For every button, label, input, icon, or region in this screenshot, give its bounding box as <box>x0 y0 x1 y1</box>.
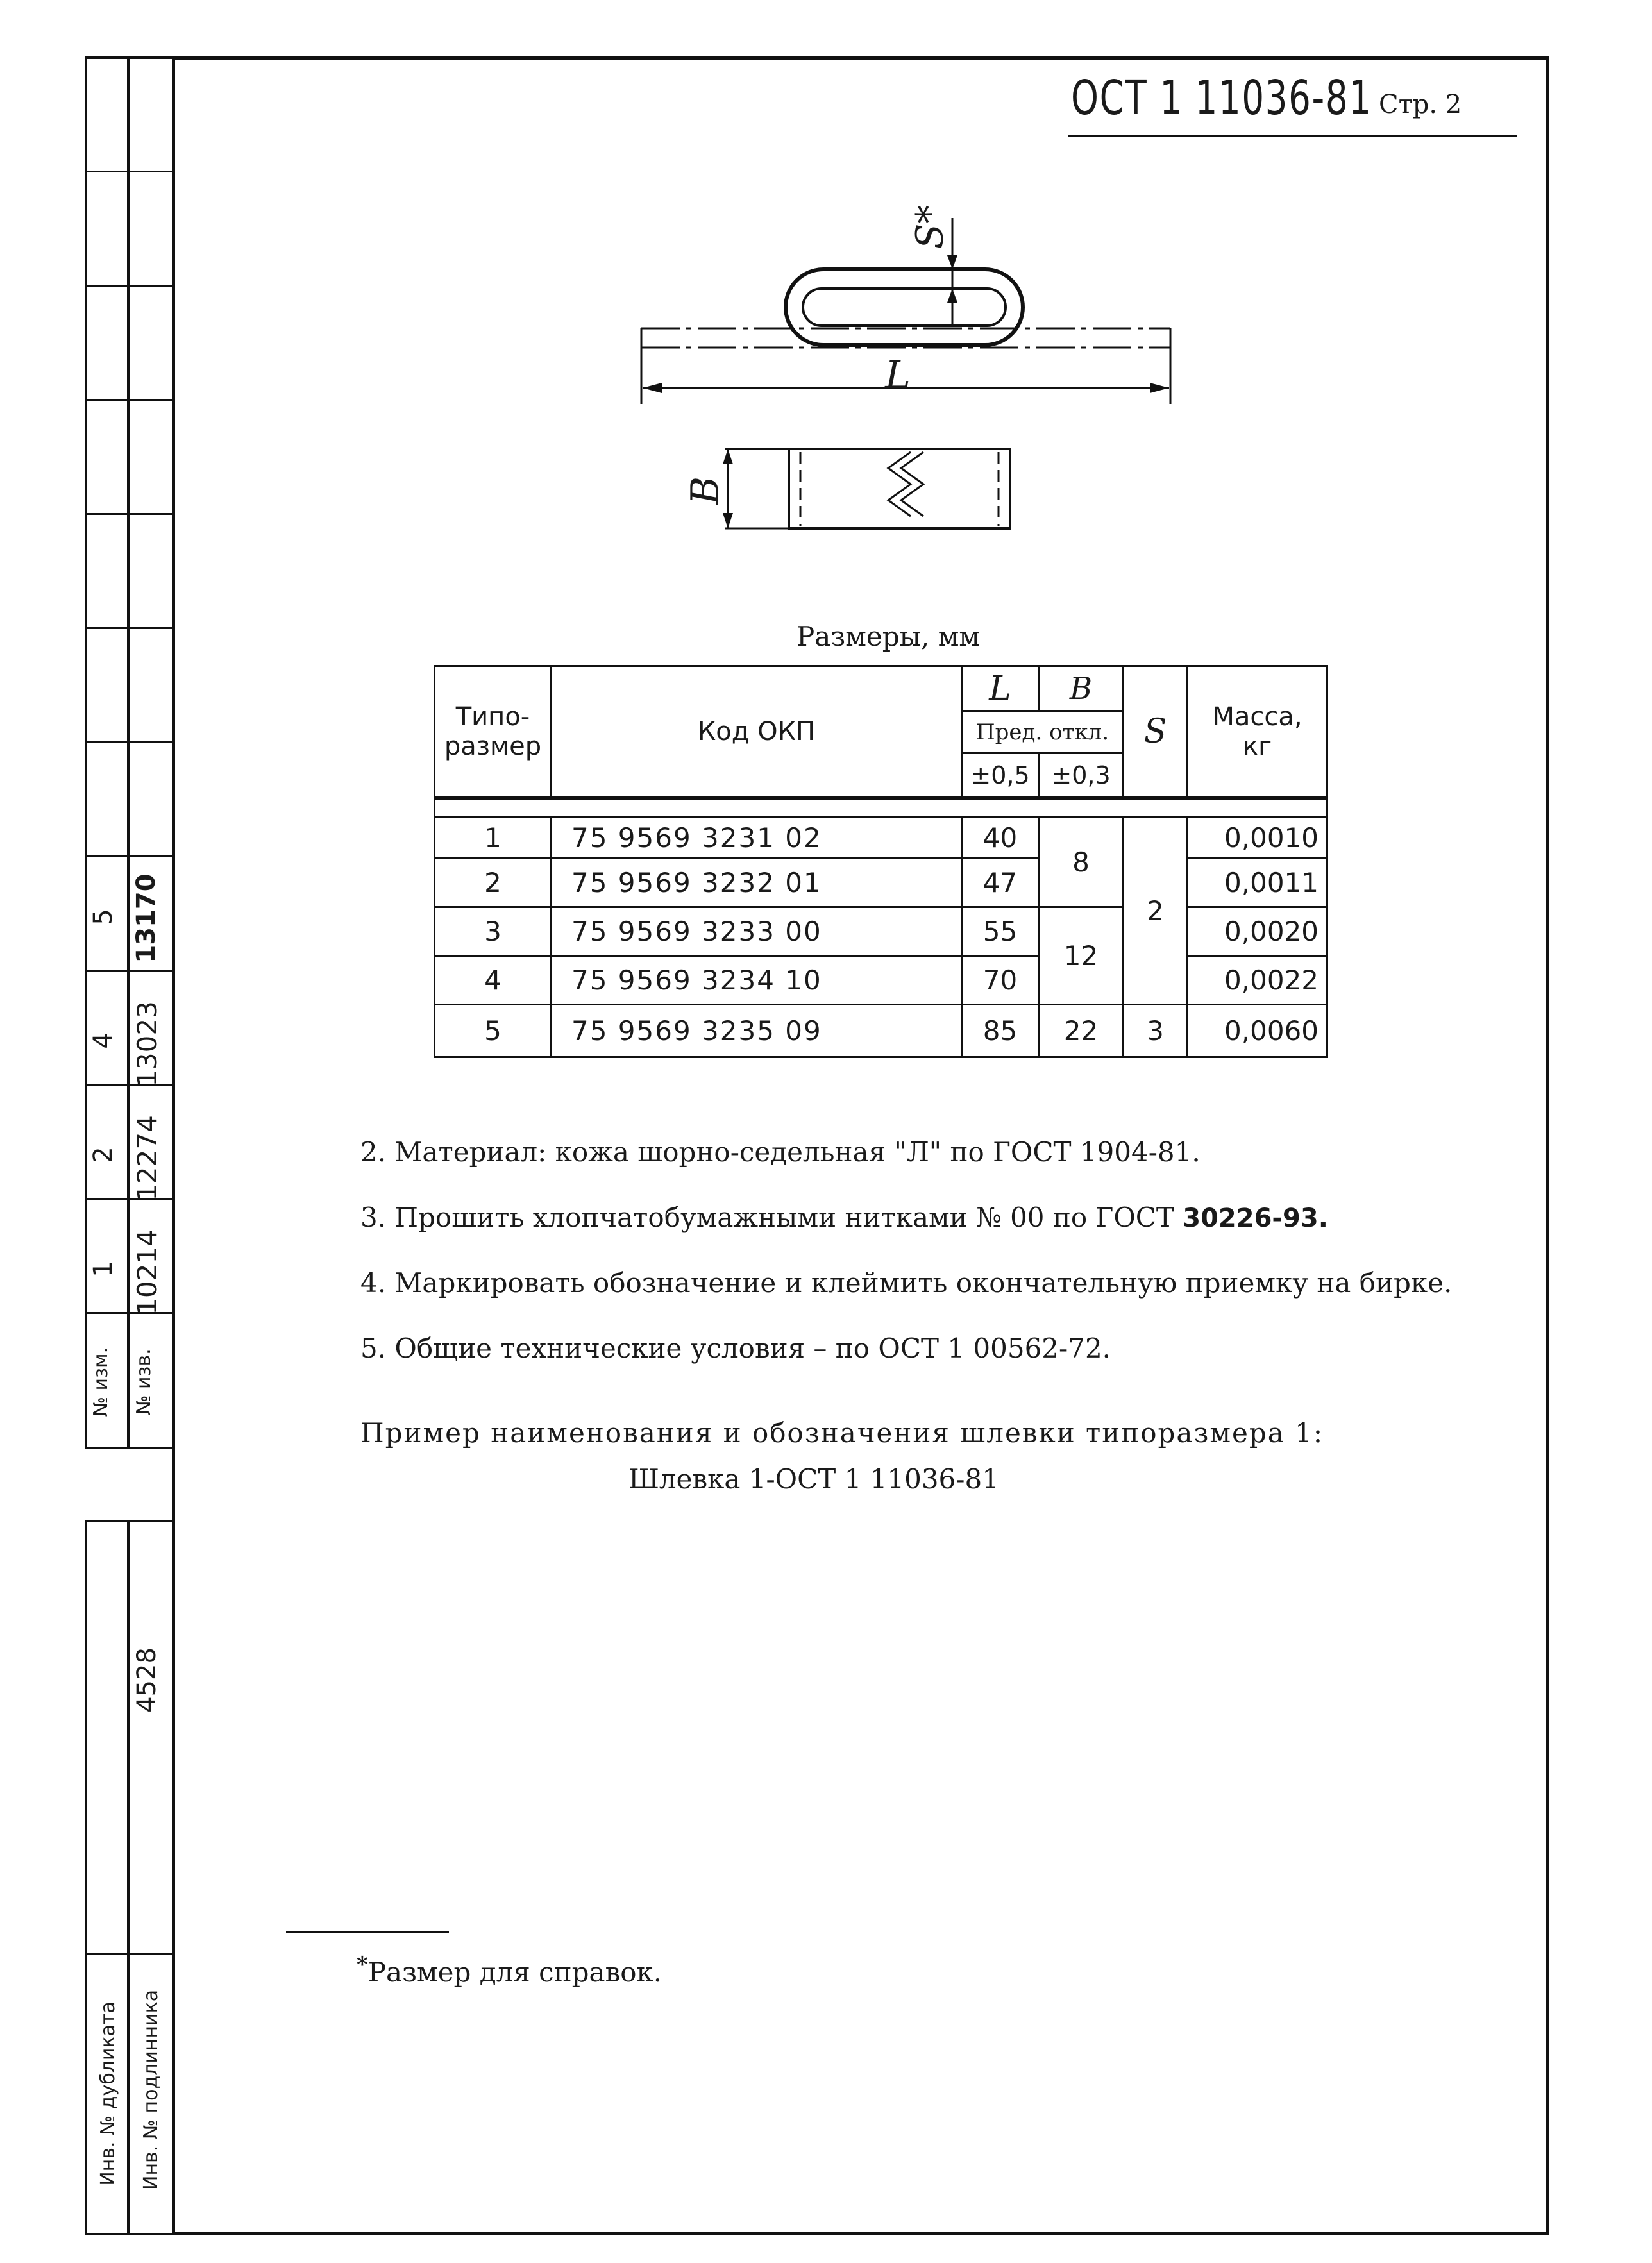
cell-size: 3 <box>435 907 552 956</box>
col-header-s: S <box>1124 666 1188 798</box>
strip-row-line <box>85 970 174 972</box>
label-inv-duplicate: Инв. № дубликата <box>97 2001 119 2186</box>
col-header-type: Типо- размер <box>435 666 552 798</box>
doc-code: ОСТ 1 11036-81 <box>1071 71 1372 126</box>
inventory-original-number: 4528 <box>132 1647 162 1713</box>
cell-code: 75 9569 3233 00 <box>552 907 962 956</box>
notice-number: 10214 <box>131 1229 163 1315</box>
footnote-rule <box>286 1931 449 1933</box>
cell-l: 70 <box>962 956 1039 1005</box>
change-number: 4 <box>88 1032 118 1049</box>
cell-l: 47 <box>962 859 1039 907</box>
cell-size: 2 <box>435 859 552 907</box>
note-material: 2. Материал: кожа шорно-седельная "Л" по ГОСТ 1904-81. <box>360 1136 1201 1168</box>
cell-s: 2 <box>1124 818 1188 1005</box>
tolerance-l: ±0,5 <box>962 753 1039 798</box>
col-header-code: Код ОКП <box>552 666 962 798</box>
cell-mass: 0,0010 <box>1188 818 1328 859</box>
table-row <box>435 818 1328 859</box>
cell-mass: 0,0011 <box>1188 859 1328 907</box>
note-marking: 4. Маркировать обозначение и клеймить окончательную приемку на бирке. <box>360 1267 1453 1299</box>
table-row <box>435 1005 1328 1057</box>
label-change-no: № изм. <box>90 1347 112 1417</box>
table-row <box>435 907 1328 956</box>
strip-row-line <box>85 855 174 857</box>
strip-row-line <box>85 513 174 515</box>
table-caption: Размеры, мм <box>796 621 981 652</box>
cell-mass: 0,0060 <box>1188 1005 1328 1057</box>
tolerance-b: ±0,3 <box>1039 753 1124 798</box>
strip-row-line <box>85 627 174 629</box>
cell-size: 5 <box>435 1005 552 1057</box>
col-header-l: L <box>962 666 1039 711</box>
header-underline <box>1068 135 1517 137</box>
note-stitching-gost: 30226-93. <box>1183 1204 1328 1233</box>
cell-code: 75 9569 3234 10 <box>552 956 962 1005</box>
cell-b: 12 <box>1039 907 1124 1005</box>
table-row <box>435 956 1328 1005</box>
footnote-mark: * <box>357 1952 368 1978</box>
cell-mass: 0,0022 <box>1188 956 1328 1005</box>
example-line-2: Шлевка 1-ОСТ 1 11036-81 <box>628 1463 999 1495</box>
cell-mass: 0,0020 <box>1188 907 1328 956</box>
cell-code: 75 9569 3235 09 <box>552 1005 962 1057</box>
page-label: Стр. 2 <box>1379 90 1462 119</box>
note-stitching-text: 3. Прошить хлопчатобумажными нитками № 00 по ГОСТ <box>360 1202 1174 1233</box>
dim-l-label: L <box>885 353 911 398</box>
strip-row-line <box>85 285 174 287</box>
label-notice-no: № изв. <box>133 1349 155 1415</box>
cell-size: 1 <box>435 818 552 859</box>
cell-s: 3 <box>1124 1005 1188 1057</box>
strip-row-line <box>85 1953 174 1955</box>
footnote <box>357 1952 662 1988</box>
cell-l: 40 <box>962 818 1039 859</box>
note-stitching <box>360 1202 1328 1233</box>
dimension-table <box>434 665 1328 1058</box>
dim-s-label: S* <box>907 205 952 249</box>
change-number: 1 <box>88 1261 118 1277</box>
strip-row-line <box>85 171 174 172</box>
change-number: 5 <box>88 909 118 925</box>
notice-number: 13023 <box>131 1001 163 1087</box>
strip-row-line <box>85 741 174 743</box>
strip-row-line <box>85 399 174 401</box>
strip-divider <box>127 56 130 1449</box>
dim-b-label: B <box>683 476 729 505</box>
col-header-mass: Масса, кг <box>1188 666 1328 798</box>
cell-l: 85 <box>962 1005 1039 1057</box>
label-inv-original: Инв. № подлинника <box>140 1989 162 2190</box>
cell-b: 8 <box>1039 818 1124 907</box>
col-header-b: B <box>1039 666 1124 711</box>
notice-number: 12274 <box>131 1115 163 1201</box>
cell-code: 75 9569 3231 02 <box>552 818 962 859</box>
cell-code: 75 9569 3232 01 <box>552 859 962 907</box>
table-row <box>435 859 1328 907</box>
footnote-text: Размер для справок. <box>367 1956 662 1988</box>
change-number: 2 <box>88 1147 118 1163</box>
col-header-deviation: Пред. откл. <box>962 711 1124 753</box>
notice-number: 13170 <box>131 873 161 963</box>
cell-b: 22 <box>1039 1005 1124 1057</box>
note-conditions: 5. Общие технические условия – по ОСТ 1 00562-72. <box>360 1333 1111 1364</box>
cell-l: 55 <box>962 907 1039 956</box>
example-line-1: Пример наименования и обозначения шлевки типоразмера 1: <box>360 1417 1324 1449</box>
cell-size: 4 <box>435 956 552 1005</box>
